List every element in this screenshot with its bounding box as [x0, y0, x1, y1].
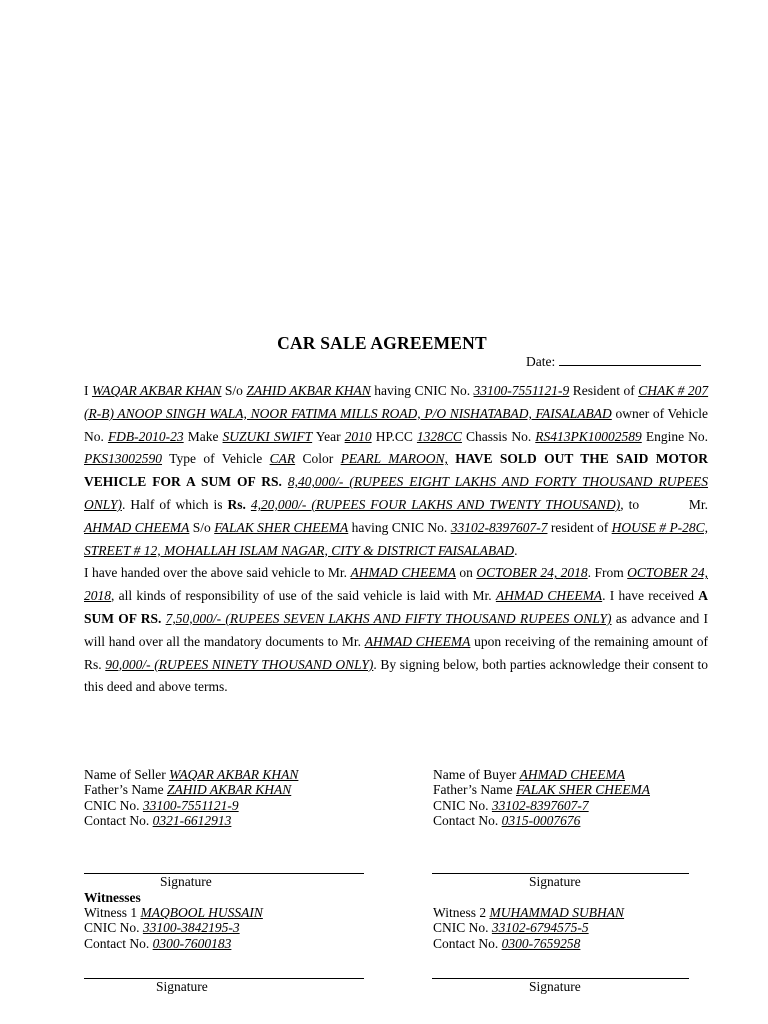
buyer-name-ref: AHMAD CHEEMA [350, 565, 456, 581]
buyer-name: AHMAD CHEEMA [84, 519, 190, 535]
vehicle-number: FDB-2010-23 [107, 428, 184, 444]
text: . I have received [602, 588, 694, 604]
witness2-cnic: 33102-6794575-5 [491, 920, 589, 936]
witness1-signature-line [84, 978, 364, 979]
text: HP.CC [375, 428, 413, 444]
text: I [84, 383, 89, 398]
seller-cnic-value: 33100-7551121-9 [142, 797, 239, 813]
vehicle-make: SUZUKI SWIFT [222, 428, 313, 444]
witness1-cnic-row [84, 920, 263, 935]
label: CNIC No. [84, 920, 140, 936]
advance-amount: 7,50,000/- (RUPEES SEVEN LAKHS AND FIFTY THOUSAND RUPEES ONLY) [165, 610, 612, 626]
seller-name: WAQAR AKBAR KHAN [91, 383, 222, 398]
witness2-name-row [433, 905, 624, 920]
remaining-amount: 90,000/- (RUPEES NINETY THOUSAND ONLY) [105, 656, 374, 672]
text: on [459, 565, 473, 581]
chassis-number: RS413PK10002589 [535, 428, 642, 444]
text: owner of Vehicle No. [84, 405, 708, 444]
text: Resident of [572, 383, 635, 398]
text: upon receiving of the remaining amount of Rs. [84, 633, 709, 672]
seller-details [84, 767, 298, 828]
buyer-contact-row [433, 813, 650, 828]
text: Make [187, 428, 219, 444]
seller-name-row [84, 767, 298, 782]
buyer-name-ref: AHMAD CHEEMA [495, 588, 603, 604]
seller-signature-line [84, 873, 364, 874]
witness2-name: MUHAMMAD SUBHAN [489, 905, 625, 920]
text: Type of Vehicle [169, 451, 263, 467]
witness1-name: MAQBOOL HUSSAIN [140, 905, 263, 920]
text: having CNIC No. [374, 383, 471, 398]
label: CNIC No. [433, 920, 489, 936]
label: Contact No. [84, 935, 150, 951]
witness2-details [433, 905, 624, 951]
label: Father’s Name [433, 782, 513, 798]
text: Rs. [227, 496, 246, 512]
seller-signature-label: Signature [160, 874, 212, 889]
text: S/o [192, 519, 211, 535]
sale-paragraph [84, 380, 708, 562]
date-blank-line [559, 353, 701, 366]
label: Contact No. [84, 812, 150, 828]
text: having CNIC No. [351, 519, 448, 535]
buyer-cnic-row [433, 798, 650, 813]
seller-cnic: 33100-7551121-9 [473, 383, 570, 398]
witnesses-heading: Witnesses [84, 890, 141, 905]
seller-name-value: WAQAR AKBAR KHAN [169, 767, 299, 782]
date-field [526, 353, 701, 370]
label: Witness 1 [84, 905, 138, 920]
buyer-cnic: 33102-8397607-7 [450, 519, 548, 535]
text: resident of [550, 519, 609, 535]
engine-number: PKS13002590 [84, 451, 163, 467]
text: . From [587, 565, 624, 581]
text: as advance and I will hand over all the mandatory documents to Mr. [84, 610, 708, 649]
witness1-name-row [84, 905, 263, 920]
label: Contact No. [433, 935, 499, 951]
label: Contact No. [433, 812, 499, 828]
text: Engine No. [645, 428, 709, 444]
buyer-details [433, 767, 650, 828]
seller-cnic-row [84, 798, 298, 813]
witness1-cnic: 33100-3842195-3 [142, 920, 240, 936]
text: . By signing below, both parties acknowledge their consent to this deed and above terms. [84, 656, 709, 695]
seller-address: CHAK # 207 (R-B) ANOOP SINGH WALA, NOOR FATIMA MILLS ROAD, P/O NISHATABAD, FAISALABAD [84, 383, 709, 421]
handover-paragraph [84, 562, 708, 699]
witness2-contact: 0300-7659258 [501, 935, 581, 951]
buyer-father-name: FALAK SHER CHEEMA [214, 519, 349, 535]
witness2-cnic-row [433, 920, 624, 935]
text: . Half of which is [122, 496, 223, 512]
buyer-name-row [433, 767, 650, 782]
label: CNIC No. [84, 797, 140, 813]
handover-date: OCTOBER 24, 2018 [476, 565, 588, 581]
date-label: Date: [526, 354, 556, 369]
buyer-father-row [433, 782, 650, 797]
agreement-body [84, 380, 708, 699]
vehicle-type: CAR [269, 451, 296, 467]
witness2-signature-label: Signature [529, 979, 581, 994]
text: I have handed over the above said vehicle to Mr. [84, 565, 348, 581]
text: A SUM OF RS. [84, 588, 709, 626]
buyer-address: HOUSE # P-28C, STREET # 12, MOHALLAH ISLAM NAGAR, CITY & DISTRICT FAISALABAD [84, 519, 709, 558]
witness1-details [84, 905, 263, 951]
sold-statement: HAVE SOLD OUT THE SAID MOTOR VEHICLE FOR A SUM OF RS. [84, 451, 709, 490]
seller-father-value: ZAHID AKBAR KHAN [166, 782, 292, 798]
witness2-contact-row [433, 936, 624, 951]
text: Chassis No. [466, 428, 532, 444]
text: Mr. [688, 496, 709, 512]
text: Color [302, 451, 334, 467]
vehicle-year: 2010 [344, 428, 372, 444]
seller-father-row [84, 782, 298, 797]
label: Father’s Name [84, 782, 164, 798]
buyer-cnic-value: 33102-8397607-7 [491, 797, 589, 813]
seller-father-name: ZAHID AKBAR KHAN [246, 383, 371, 398]
document-title: CAR SALE AGREEMENT [277, 333, 487, 353]
text: Year [315, 428, 341, 444]
text: S/o [224, 383, 243, 398]
responsibility-date: OCTOBER 24, 2018 [84, 565, 709, 604]
label: Name of Buyer [433, 767, 517, 782]
witness1-contact-row [84, 936, 263, 951]
label: Witness 2 [433, 905, 487, 920]
text: . [514, 542, 518, 558]
vehicle-hpcc: 1328CC [416, 428, 462, 444]
buyer-name-ref: AHMAD CHEEMA [364, 633, 471, 649]
buyer-father-value: FALAK SHER CHEEMA [515, 782, 650, 798]
seller-contact-row [84, 813, 298, 828]
text: , all kinds of responsibility of use of the said vehicle is laid with Mr. [111, 588, 492, 604]
seller-contact-value: 0321-6612913 [152, 812, 232, 828]
label: CNIC No. [433, 797, 489, 813]
vehicle-color: PEARL MAROON, [340, 451, 448, 467]
witness1-signature-label: Signature [156, 979, 208, 994]
text: , to [620, 496, 640, 512]
buyer-signature-label: Signature [529, 874, 581, 889]
label: Name of Seller [84, 767, 166, 782]
buyer-contact-value: 0315-0007676 [501, 812, 581, 828]
sale-sum: 8,40,000/- (RUPEES EIGHT LAKHS AND FORTY THOUSAND RUPEES ONLY) [84, 474, 709, 512]
witness1-contact: 0300-7600183 [152, 935, 232, 951]
buyer-name-value: AHMAD CHEEMA [519, 767, 625, 782]
half-amount: 4,20,000/- (RUPEES FOUR LAKHS AND TWENTY THOUSAND) [250, 496, 621, 512]
